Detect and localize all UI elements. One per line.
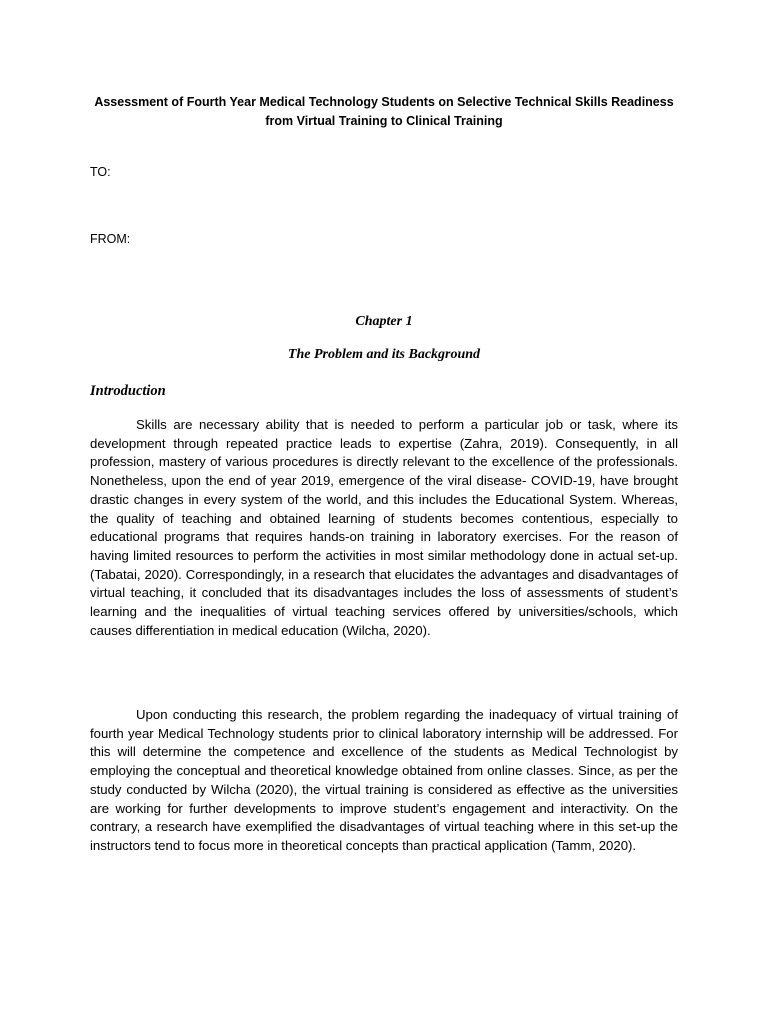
paragraph-2: Upon conducting this research, the problem regarding the inadequacy of virtual training of fourth year Medical Technology students prior to clinical laboratory internship will be addressed. For this will determine the competence and excellence of the students as Medical Technologist by employing the conceptual and theoretical knowledge obtained from online classes. Since, as per the study conducted by Wilcha (2020), the virtual training is considered as effective as the universities are working for further developments to improve student’s engagement and interactivity. On the contrary, a research have exemplified the disadvantages of virtual teaching where in this set-up the instructors tend to focus more in theoretical concepts than practical application (Tamm, 2020).: [90, 707, 678, 853]
document-title: Assessment of Fourth Year Medical Technology Students on Selective Technical Skills Readiness from Virtual Training to Clinical Training: [94, 95, 674, 128]
chapter-number: Chapter 1: [355, 314, 413, 329]
to-label: TO:: [90, 165, 111, 179]
from-label: FROM:: [90, 232, 131, 246]
section-heading: Introduction: [90, 383, 166, 399]
paragraph-1: Skills are necessary ability that is needed to perform a particular job or task, where its development through repeated practice leads to expertise (Zahra, 2019). Consequently, in all profession, mastery of various procedures is directly relevant to the excellence of the professionals. Nonetheless, upon the end of year 2019, emergence of the viral disease- COVID-19, have brought drastic changes in every system of the world, and this includes the Educational System. Whereas, the quality of teaching and obtained learning of students becomes contentious, especially to educational programs that requires hands-on training in laboratory exercises. For the reason of having limited resources to perform the activities in most similar methodology done in actual set-up. (Tabatai, 2020). Correspondingly, in a research that elucidates the advantages and disadvantages of virtual teaching, it concluded that its disadvantages includes the loss of assessments of student’s learning and the inequalities of virtual teaching services offered by universities/schools, which causes differentiation in medical education (Wilcha, 2020).: [90, 417, 678, 638]
chapter-title: The Problem and its Background: [287, 347, 481, 362]
